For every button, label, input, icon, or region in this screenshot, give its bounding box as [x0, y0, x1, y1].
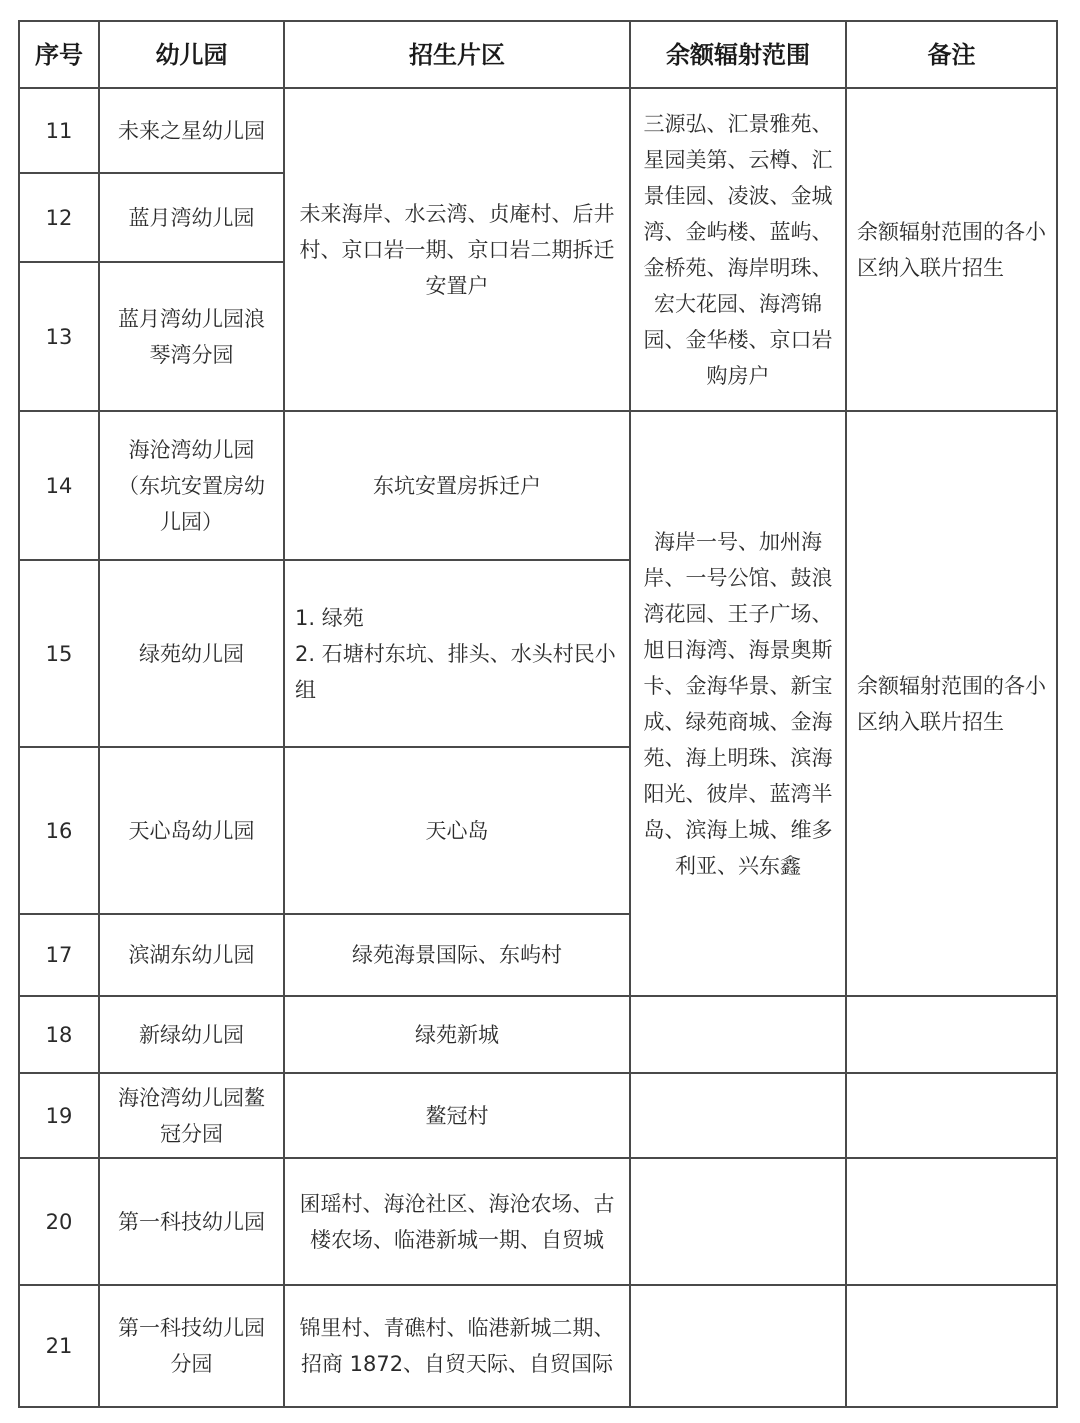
enrollment-area: 东坑安置房拆迁户 — [284, 411, 630, 560]
row-number: 13 — [19, 262, 99, 411]
row-number: 16 — [19, 747, 99, 914]
kindergarten-name: 蓝月湾幼儿园浪琴湾分园 — [99, 262, 284, 411]
enrollment-area: 1. 绿苑 2. 石塘村东坑、排头、水头村民小组 — [284, 560, 630, 747]
kindergarten-name: 蓝月湾幼儿园 — [99, 173, 284, 262]
enrollment-area: 鳌冠村 — [284, 1073, 630, 1158]
row-number: 14 — [19, 411, 99, 560]
kindergarten-name: 海沧湾幼儿园（东坑安置房幼儿园） — [99, 411, 284, 560]
kindergarten-name: 天心岛幼儿园 — [99, 747, 284, 914]
note — [846, 996, 1057, 1073]
kindergarten-name: 第一科技幼儿园分园 — [99, 1285, 284, 1407]
enrollment-area: 绿苑海景国际、东屿村 — [284, 914, 630, 996]
enrollment-area: 未来海岸、水云湾、贞庵村、后井村、京口岩一期、京口岩二期拆迁安置户 — [284, 88, 630, 411]
radiation-range — [630, 996, 846, 1073]
enrollment-area: 绿苑新城 — [284, 996, 630, 1073]
table-row — [19, 88, 1057, 173]
radiation-range — [630, 1158, 846, 1285]
radiation-range — [630, 1073, 846, 1158]
header-radiation-range: 余额辐射范围 — [630, 21, 846, 88]
header-enrollment-area: 招生片区 — [284, 21, 630, 88]
note — [846, 1158, 1057, 1285]
kindergarten-name: 新绿幼儿园 — [99, 996, 284, 1073]
kindergarten-name: 绿苑幼儿园 — [99, 560, 284, 747]
radiation-range: 海岸一号、加州海岸、一号公馆、鼓浪湾花园、王子广场、旭日海湾、海景奥斯卡、金海华景、新宝成、绿苑商城、金海苑、海上明珠、滨海阳光、彼岸、蓝湾半岛、滨海上城、维多利亚、兴东鑫 — [630, 411, 846, 996]
radiation-range — [630, 1285, 846, 1407]
kindergarten-table — [18, 20, 1058, 1408]
table-row — [19, 996, 1057, 1073]
kindergarten-name: 滨湖东幼儿园 — [99, 914, 284, 996]
row-number: 15 — [19, 560, 99, 747]
note — [846, 1285, 1057, 1407]
note: 余额辐射范围的各小区纳入联片招生 — [846, 411, 1057, 996]
row-number: 11 — [19, 88, 99, 173]
header-row — [19, 21, 1057, 88]
header-no: 序号 — [19, 21, 99, 88]
kindergarten-name: 未来之星幼儿园 — [99, 88, 284, 173]
table-row — [19, 1285, 1057, 1407]
header-kindergarten: 幼儿园 — [99, 21, 284, 88]
row-number: 12 — [19, 173, 99, 262]
header-note: 备注 — [846, 21, 1057, 88]
row-number: 18 — [19, 996, 99, 1073]
enrollment-area: 锦里村、青礁村、临港新城二期、招商 1872、自贸天际、自贸国际 — [284, 1285, 630, 1407]
radiation-range: 三源弘、汇景雅苑、星园美第、云樽、汇景佳园、凌波、金城湾、金屿楼、蓝屿、金桥苑、海岸明珠、宏大花园、海湾锦园、金华楼、京口岩购房户 — [630, 88, 846, 411]
table-row — [19, 1158, 1057, 1285]
enrollment-area: 囷瑶村、海沧社区、海沧农场、古楼农场、临港新城一期、自贸城 — [284, 1158, 630, 1285]
kindergarten-name: 海沧湾幼儿园鳌冠分园 — [99, 1073, 284, 1158]
note — [846, 1073, 1057, 1158]
row-number: 20 — [19, 1158, 99, 1285]
table-row — [19, 1073, 1057, 1158]
note: 余额辐射范围的各小区纳入联片招生 — [846, 88, 1057, 411]
kindergarten-name: 第一科技幼儿园 — [99, 1158, 284, 1285]
table-row — [19, 411, 1057, 560]
row-number: 17 — [19, 914, 99, 996]
row-number: 21 — [19, 1285, 99, 1407]
row-number: 19 — [19, 1073, 99, 1158]
enrollment-area: 天心岛 — [284, 747, 630, 914]
